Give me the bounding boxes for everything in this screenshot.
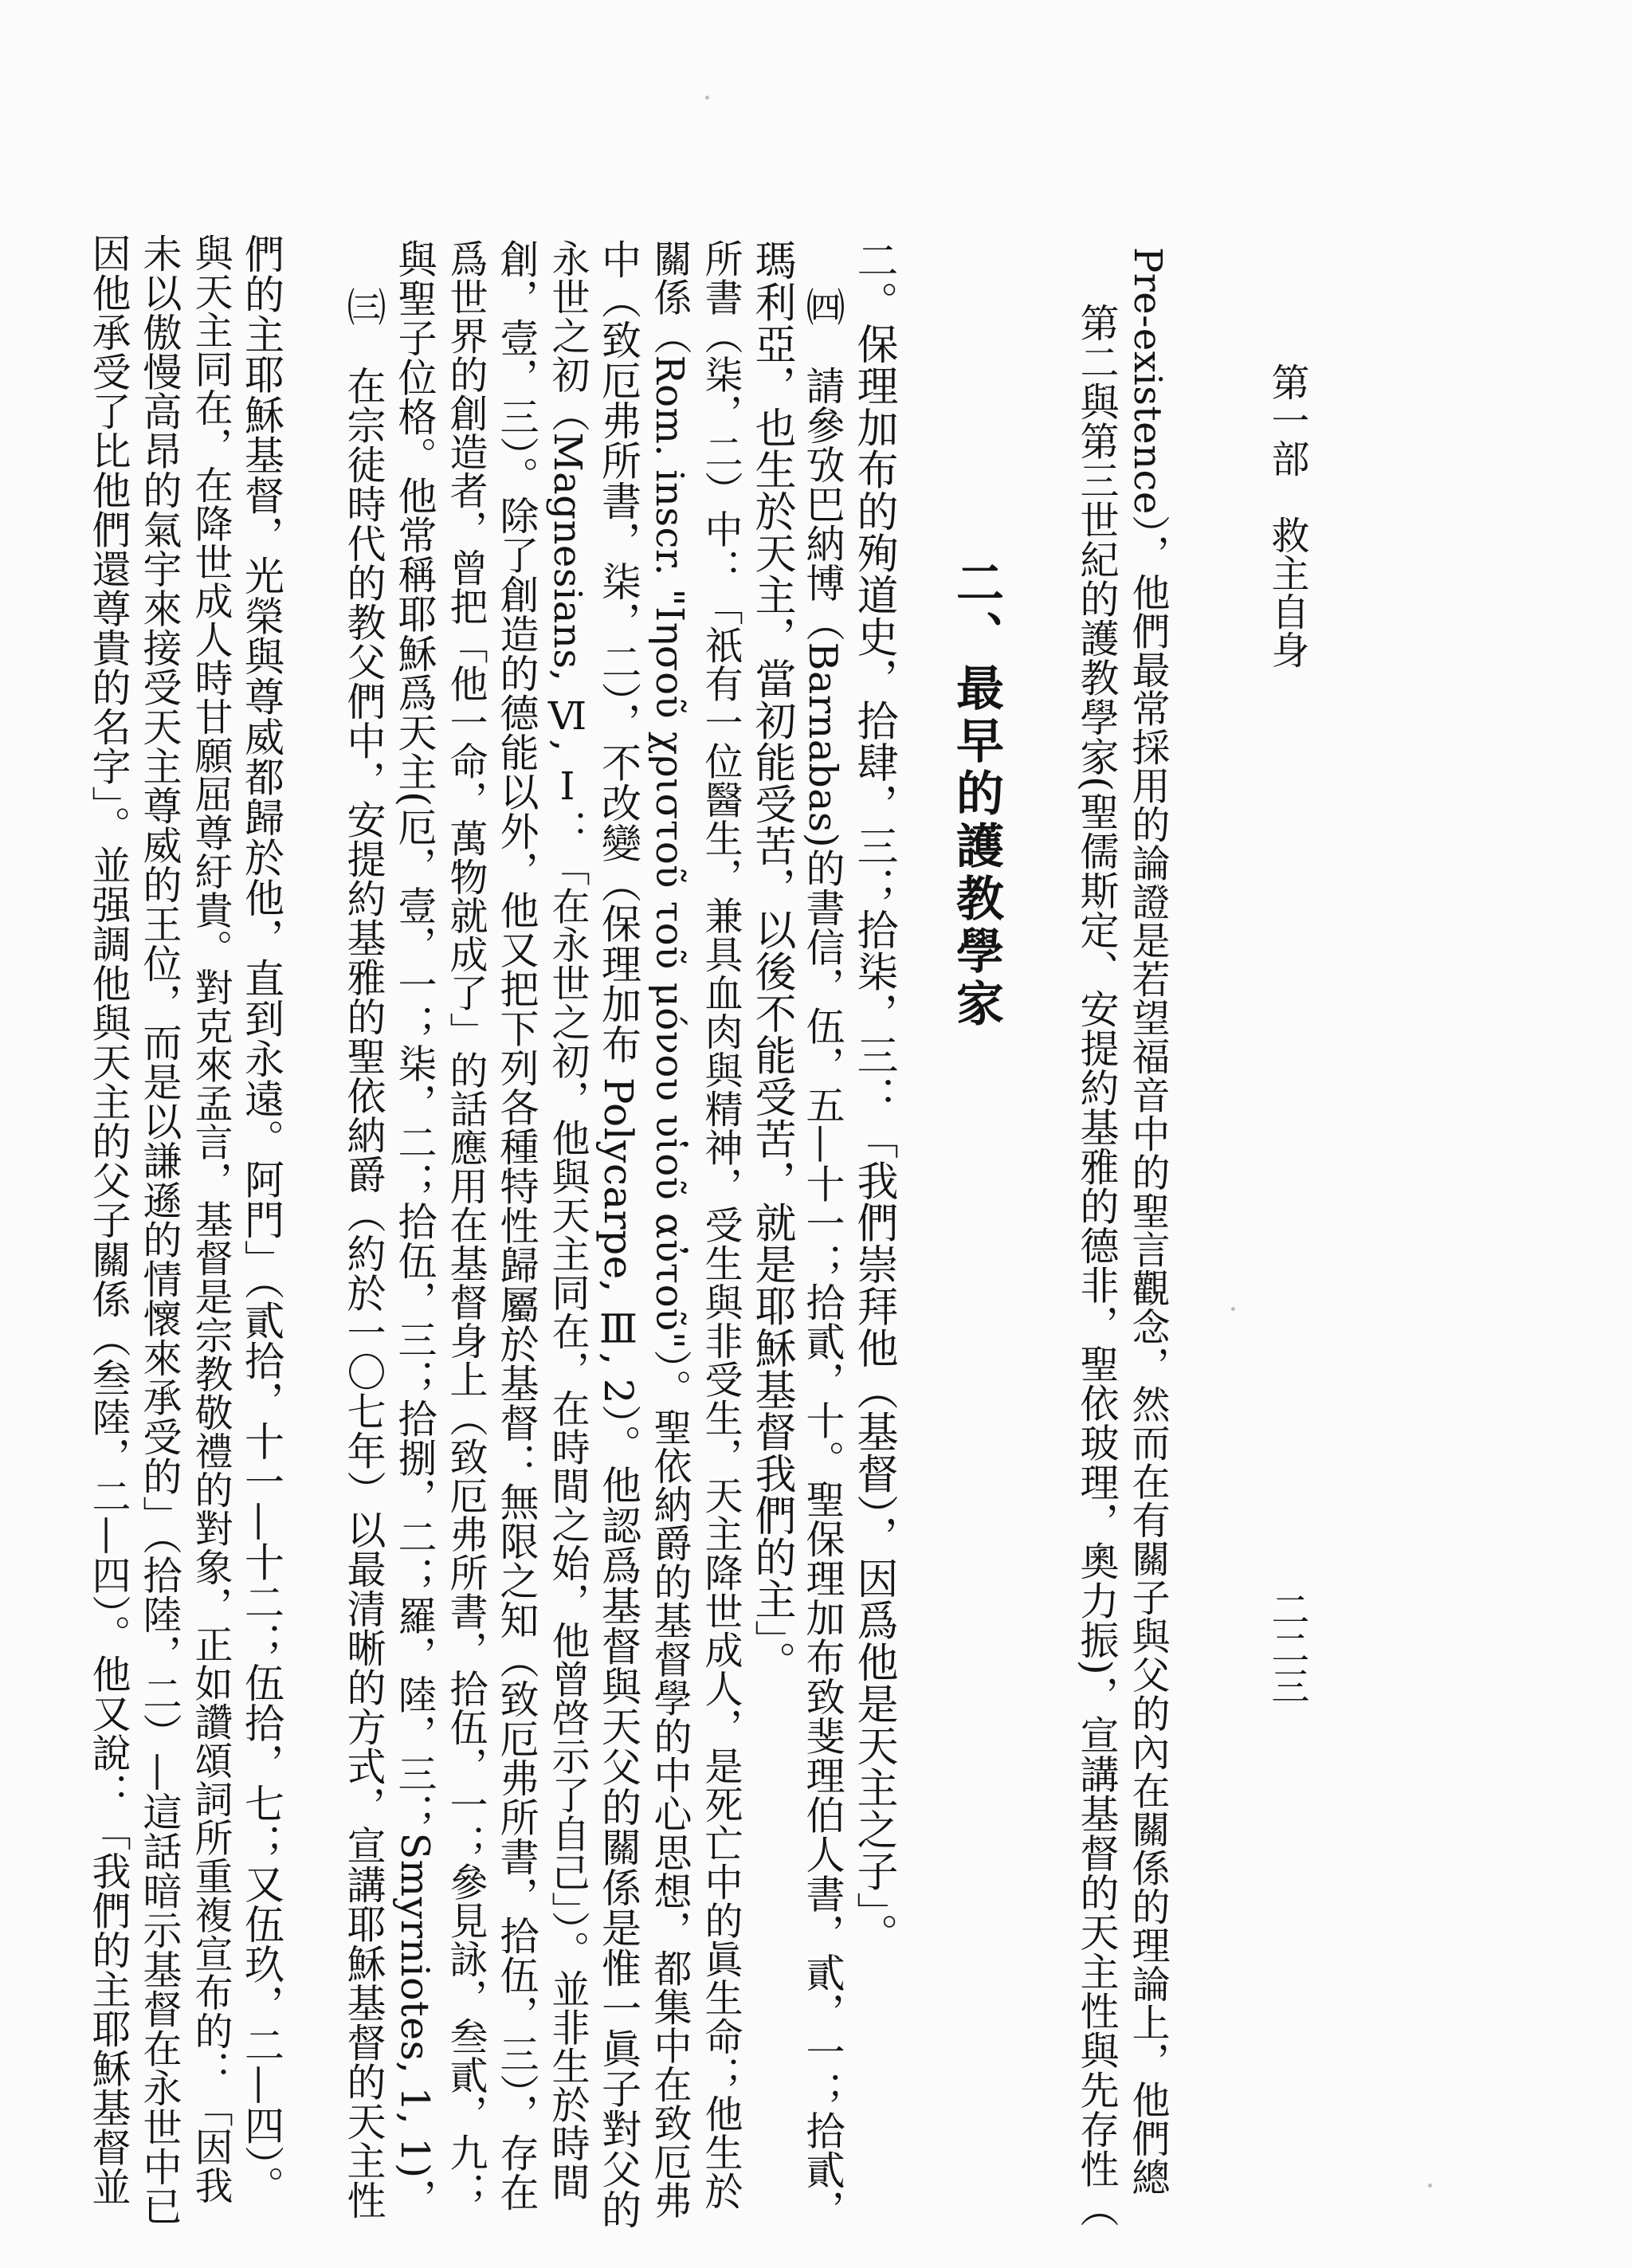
scan-speck: [705, 96, 709, 100]
text-column: 與聖子位格。他常稱耶穌爲天主(厄，壹，一；柒，二；拾伍，三；拾捌，二；羅，陸，三；Smyrniotes, 1, 1)，: [392, 239, 437, 2219]
text-column: Pre-existence），他們最常採用的論證是若望福音中的聖言觀念，然而在有關子與父的內在關係的理論上，他們總: [1125, 247, 1170, 2196]
running-footer: 第一部 救主自身: [1265, 363, 1309, 669]
scan-speck: [1428, 2184, 1432, 2188]
section-heading: 二、最早的護教學家: [948, 558, 1004, 1031]
text-column: 所書（柒，二）中：「祇有一位醫生，兼具血肉與精神，受生與非受生，天主降世成人，是死亡中的眞生命；他生於: [698, 239, 743, 2211]
text-column: 因他承受了比他們還尊貴的名字」。並强調他與天主的父子關係（叁陸，二—四）。他又說：「我們的主耶穌基督並: [86, 233, 131, 2207]
text-column: 創，壹，三）。除了創造的德能以外，他又把下列各種特性歸屬於基督：無限之知（致厄弗所書，拾伍，三），存在: [494, 239, 539, 2212]
text-column: ㈢ 在宗徒時代的教父們中，安提約基雅的聖依納爵（約於一〇七年）以最清晰的方式，宣講耶穌基督的天主性: [341, 287, 386, 2220]
text-column: 中（致厄弗所書，柒，二），不改變（保理加布 Polycarpe, Ⅲ, 2）。他認爲基督與天父的關係是惟一眞子對父的: [595, 239, 641, 2230]
text-column: 關係（Rom. inscr. "Ιησοῦ χριστοῦ τοῦ μόνου υἱοῦ αὐτοῦ"）。聖依納爵的基督學的中心思想，都集中在致厄弗: [647, 239, 692, 2219]
scan-speck: [1231, 1307, 1235, 1311]
text-column: 永世之初（Magnesians, Ⅵ, Ⅰ：「在永世之初，他與天主同在，在時間之始，他曾啓示了自己」）。並非生於時間: [545, 239, 590, 2201]
text-column: 爲世界的創造者，曾把「他一命，萬物就成了」的話應用在基督身上（致厄弗所書，拾伍，一；參見詠，叁貳，九；: [443, 239, 488, 2211]
text-column: 與天主同在，在降世成人時甘願屈尊紆貴。對克來孟言，基督是宗教敬禮的對象，正如讚頌詞所重複宣布的：「因我: [188, 233, 233, 2205]
text-column: 瑪利亞，也生於天主，當初能受苦，以後不能受苦，就是耶穌基督我們的主」。: [747, 239, 795, 1683]
page-number: 二二三: [1265, 1590, 1309, 1705]
text-column: 第二與第三世紀的護教學家(聖儒斯定、安提約基雅的德非，聖依玻理，奧力振)，宣講基督的天主性與先存性（: [1074, 303, 1120, 2228]
text-column: ㈣ 請參攷巴納博（Barnabas)的書信，伍，五—十一；拾貳，十。聖保理加布致斐理伯人書，貳，一；拾貳，: [800, 287, 845, 2229]
text-column: 未以傲慢高昂的氣宇來接受天主尊威的王位，而是以謙遜的情懷來承受的」（拾陸，二）—這話暗示基督在永世中已: [137, 233, 182, 2226]
text-column: 二。保理加布的殉道史，拾肆，三；拾柒，三：「我們崇拜他（基督），因爲他是天主之子」。: [849, 239, 897, 1955]
text-column: 們的主耶穌基督，光榮與尊威都歸於他，直到永遠。阿門」（貳拾，十一—十二；伍拾，七；又伍玖，二—四）。: [238, 233, 284, 2206]
